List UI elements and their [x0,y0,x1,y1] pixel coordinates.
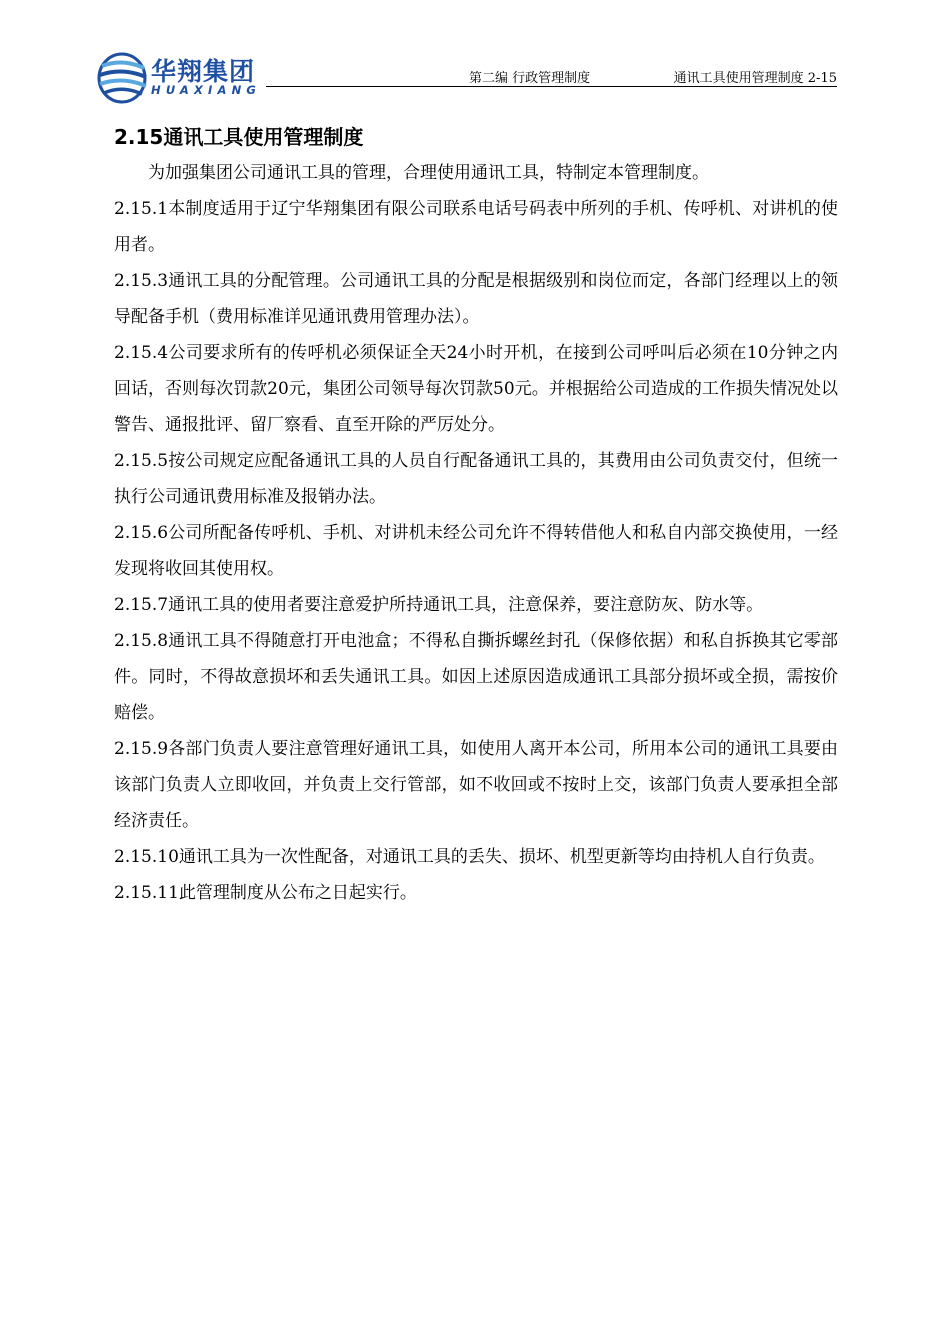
paragraph-2-15-9: 2.15.9各部门负责人要注意管理好通讯工具，如使用人离开本公司，所用本公司的通讯工具要由该部门负责人立即收回，并负责上交行管部，如不收回或不按时上交，该部门负责人要承担全部经济责任。 [114,739,838,831]
paragraph-intro: 为加强集团公司通讯工具的管理，合理使用通讯工具，特制定本管理制度。 [148,163,709,183]
logo-name-en: HUAXIANG [151,83,262,97]
document-body [114,155,838,911]
header-divider [266,86,837,87]
header-section-label: 第二编 行政管理制度 [469,71,591,86]
company-logo [96,48,296,108]
paragraph-2-15-11: 2.15.11此管理制度从公布之日起实行。 [114,883,417,903]
header-doc-ref: 通讯工具使用管理制度 2-15 [673,71,837,86]
paragraph-2-15-4: 2.15.4公司要求所有的传呼机必须保证全天24小时开机，在接到公司呼叫后必须在10分钟之内回话，否则每次罚款20元，集团公司领导每次罚款50元。并根据给公司造成的工作损失情况处以警告、通报批评、留厂察看、直至开除的严厉处分。 [114,343,838,435]
logo-name-cn: 华翔集团 [151,57,256,86]
globe-logo-icon [96,48,152,108]
paragraph-2-15-6: 2.15.6公司所配备传呼机、手机、对讲机未经公司允许不得转借他人和私自内部交换使用，一经发现将收回其使用权。 [114,523,838,579]
paragraph-2-15-3: 2.15.3通讯工具的分配管理。公司通讯工具的分配是根据级别和岗位而定，各部门经理以上的领导配备手机（费用标准详见通讯费用管理办法）。 [114,271,838,327]
paragraph-2-15-8: 2.15.8通讯工具不得随意打开电池盒；不得私自撕拆螺丝封孔（保修依据）和私自拆换其它零部件。同时，不得故意损坏和丢失通讯工具。如因上述原因造成通讯工具部分损坏或全损，需按价赔偿。 [114,631,838,723]
paragraph-2-15-5: 2.15.5按公司规定应配备通讯工具的人员自行配备通讯工具的，其费用由公司负责交付，但统一执行公司通讯费用标准及报销办法。 [114,451,838,507]
document-title: 2.15通讯工具使用管理制度 [114,125,364,149]
paragraph-2-15-7: 2.15.7通讯工具的使用者要注意爱护所持通讯工具，注意保养，要注意防灰、防水等。 [114,595,764,615]
paragraph-2-15-10: 2.15.10通讯工具为一次性配备，对通讯工具的丢失、损坏、机型更新等均由持机人自行负责。 [114,847,825,867]
paragraph-2-15-1: 2.15.1本制度适用于辽宁华翔集团有限公司联系电话号码表中所列的手机、传呼机、对讲机的使用者。 [114,199,838,255]
